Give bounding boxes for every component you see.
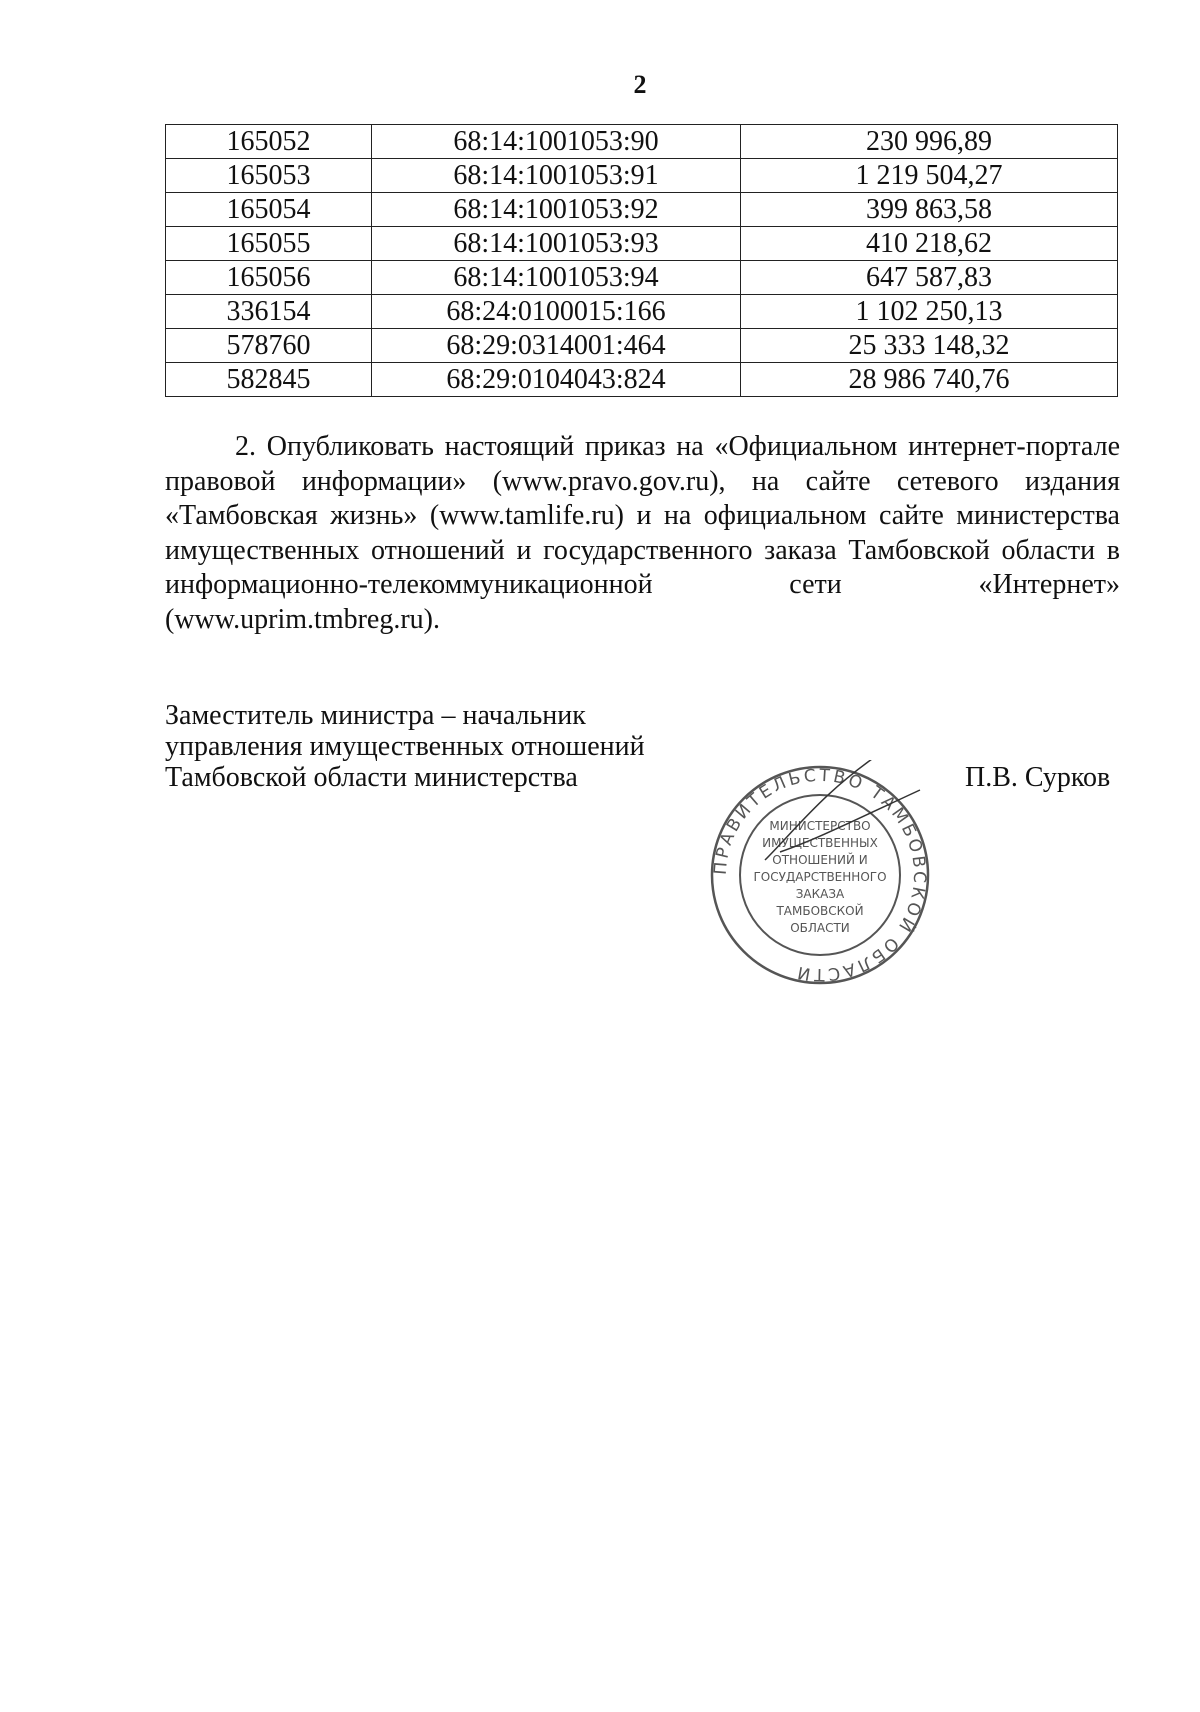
table-cell-id: 165052: [166, 125, 372, 159]
table-row: [166, 363, 1118, 397]
table-cell-id: 165054: [166, 193, 372, 227]
table-cell-cadastral-number: 68:14:1001053:90: [372, 125, 741, 159]
stamp-inner-line: МИНИСТЕРСТВО: [769, 819, 871, 833]
table-cell-cadastral-number: 68:14:1001053:92: [372, 193, 741, 227]
table-cell-cadastral-number: 68:14:1001053:94: [372, 261, 741, 295]
publication-paragraph: [165, 430, 1120, 637]
signatory-position: [165, 700, 645, 793]
stamp-inner-line: ГОСУДАРСТВЕННОГО: [753, 870, 887, 884]
stamp-inner-line: ОТНОШЕНИЙ И: [772, 853, 868, 867]
table-cell-id: 578760: [166, 329, 372, 363]
table-cell-cadastral-number: 68:14:1001053:93: [372, 227, 741, 261]
position-line: управления имущественных отношений: [165, 731, 645, 762]
stamp-inner-line: ЗАКАЗА: [795, 887, 845, 901]
table-cell-id: 165056: [166, 261, 372, 295]
table-cell-id: 165053: [166, 159, 372, 193]
table-cell-id: 582845: [166, 363, 372, 397]
table-cell-cadastral-number: 68:14:1001053:91: [372, 159, 741, 193]
page-number: 2: [633, 70, 647, 99]
table-cell-value: 1 219 504,27: [741, 159, 1118, 193]
table-cell-cadastral-number: 68:24:0100015:166: [372, 295, 741, 329]
paragraph-text: 2. Опубликовать настоящий приказ на «Официальном интернет-портале правовой информации» (www.pravo.gov.ru), на сайте сетевого издания «Тамбовская жизнь» (www.tamlife.ru) и на официальном сайте министерства имущественных отношений и государственного заказа Тамбовской области в информационно-телекоммуникационной сети «Интернет» (www.uprim.tmbreg.ru).: [165, 431, 1120, 635]
table-row: [166, 329, 1118, 363]
table-cell-value: 647 587,83: [741, 261, 1118, 295]
table-row: [166, 295, 1118, 329]
table-row: [166, 159, 1118, 193]
table-cell-value: 410 218,62: [741, 227, 1118, 261]
table-row: [166, 193, 1118, 227]
official-stamp: [705, 760, 935, 990]
table-cell-value: 230 996,89: [741, 125, 1118, 159]
table-cell-value: 1 102 250,13: [741, 295, 1118, 329]
table-cell-value: 399 863,58: [741, 193, 1118, 227]
stamp-inner-line: ИМУЩЕСТВЕННЫХ: [762, 836, 878, 850]
table-cell-id: 336154: [166, 295, 372, 329]
stamp-outer-text: ПРАВИТЕЛЬСТВО ТАМБОВСКОЙ ОБЛАСТИ: [710, 765, 930, 985]
table-cell-value: 28 986 740,76: [741, 363, 1118, 397]
signatory-name: П.В. Сурков: [965, 762, 1111, 793]
stamp-inner-line: ТАМБОВСКОЙ: [776, 904, 864, 918]
registry-table: [165, 124, 1118, 397]
table-row: [166, 125, 1118, 159]
table-cell-cadastral-number: 68:29:0104043:824: [372, 363, 741, 397]
stamp-inner-line: ОБЛАСТИ: [790, 921, 850, 935]
table-row: [166, 227, 1118, 261]
position-line: Заместитель министра – начальник: [165, 700, 586, 731]
table-row: [166, 261, 1118, 295]
position-line: Тамбовской области министерства: [165, 762, 578, 793]
table-cell-value: 25 333 148,32: [741, 329, 1118, 363]
table-cell-cadastral-number: 68:29:0314001:464: [372, 329, 741, 363]
table-cell-id: 165055: [166, 227, 372, 261]
